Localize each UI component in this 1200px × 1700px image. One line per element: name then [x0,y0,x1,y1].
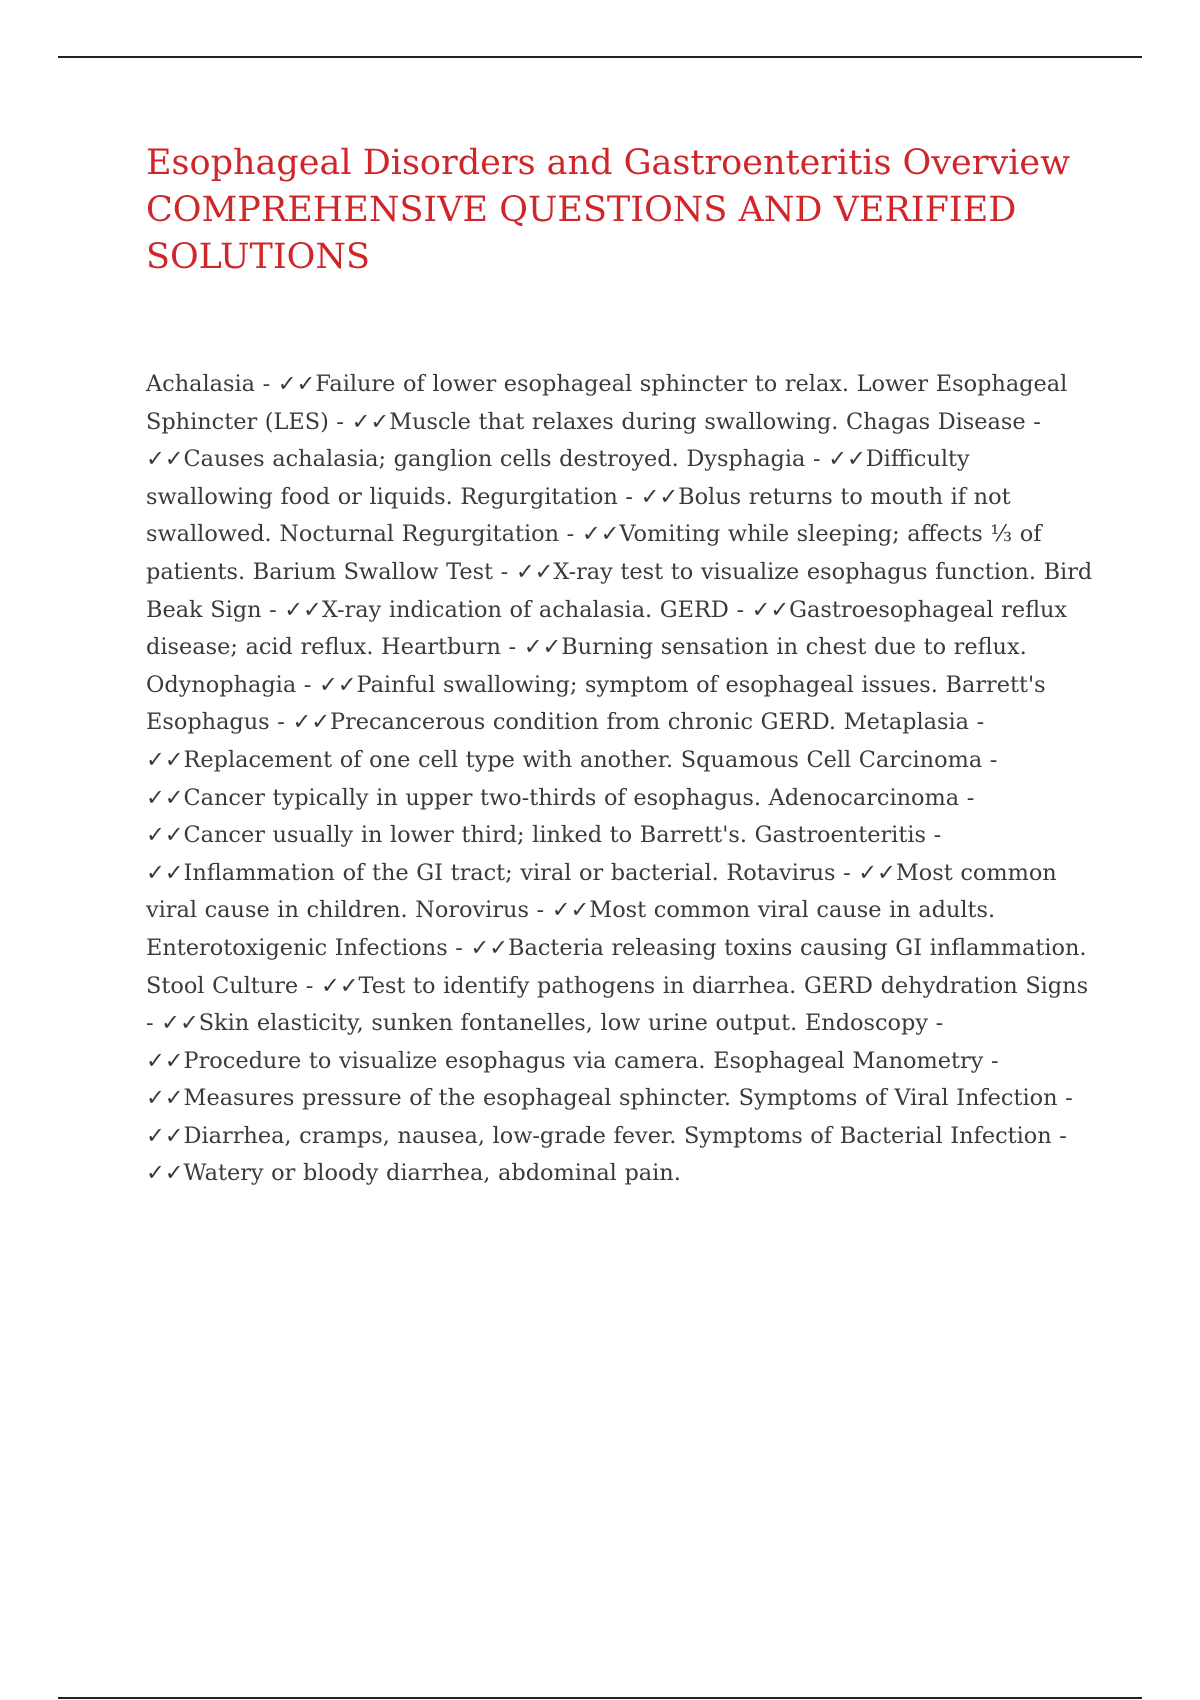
top-rule [58,56,1142,58]
qa-definition: Precancerous condition from chronic GERD. [330,709,837,736]
qa-entry [146,973,796,999]
checkmark-separator: - ✓✓ [328,408,390,435]
checkmark-separator: - ✓✓ [559,521,620,548]
qa-definition: Difficulty swallowing food or liquids. [146,446,970,510]
checkmark-separator: - ✓✓ [146,1122,1067,1187]
qa-term: Dysphagia [686,446,806,473]
qa-term: Symptoms of Bacterial Infection [683,1122,1052,1149]
checkmark-separator: - ✓✓ [835,859,896,886]
title-line-2: COMPREHENSIVE QUESTIONS AND VERIFIED [146,190,1017,230]
checkmark-separator: - ✓✓ [146,709,985,773]
qa-definition: Bolus returns to mouth if not swallowed. [146,483,1011,548]
checkmark-separator: - ✓✓ [805,446,866,473]
qa-definition: Gastroesophageal reflux disease; acid reflux. [146,596,1068,661]
qa-definition: Procedure to visualize esophagus via camera. [183,1047,706,1074]
qa-definition: Burning sensation in chest due to reflux. [561,634,1027,661]
qa-term: Endoscopy [804,1010,929,1037]
checkmark-separator: - ✓✓ [146,1085,1073,1149]
qa-definition: Test to identify pathogens in diarrhea. [358,972,797,999]
qa-term: Gastroenteritis [754,822,926,849]
qa-entry [146,672,938,698]
qa-entry [146,371,849,397]
checkmark-separator: - ✓✓ [296,671,357,698]
qa-term: Symptoms of Viral Infection [738,1085,1058,1112]
qa-entry [415,897,995,923]
qa-definition: Painful swallowing; symptom of esophageal issues. [356,671,938,698]
checkmark-separator: - ✓✓ [298,972,359,999]
qa-term: Norovirus [415,897,529,924]
qa-term: Adenocarcinoma [768,784,960,811]
qa-definition: Most common viral cause in adults. [589,897,996,924]
qa-definition: Cancer usually in lower third; linked to Barrett's. [183,822,747,849]
qa-definition: Inflammation of the GI tract; viral or bacterial. [183,859,719,886]
qa-term: Lower Esophageal Sphincter (LES) [146,371,1068,435]
qa-definition: Muscle that relaxes during swallowing. [389,408,839,435]
qa-definition: Replacement of one cell type with another. [183,746,674,773]
checkmark-separator: - ✓✓ [146,1010,944,1074]
checkmark-separator: - ✓✓ [146,822,942,886]
checkmark-separator: - ✓✓ [255,371,316,397]
qa-term: Chagas Disease [846,408,1026,435]
checkmark-separator: - ✓✓ [617,483,679,510]
checkmark-separator: - ✓✓ [728,596,790,623]
qa-term: Metaplasia [843,709,970,736]
qa-definition: Skin elasticity, sunken fontanelles, low urine output. [198,1010,798,1037]
checkmark-separator: - ✓✓ [269,709,330,736]
checkmark-separator: - ✓✓ [261,596,322,623]
qa-term: Barium Swallow Test [252,558,494,585]
title-line-1: Esophageal Disorders and Gastroenteritis Overview [146,143,1071,183]
qa-definition: Most common viral cause in children. [146,859,1057,924]
document-title [146,140,1106,281]
checkmark-separator: - ✓✓ [447,934,509,961]
qa-definition: Measures pressure of the esophageal sphincter. [183,1085,731,1112]
qa-definition: Watery or bloody diarrhea, abdominal pain. [183,1160,681,1187]
qa-term: GERD [659,596,729,623]
checkmark-separator: - ✓✓ [146,1047,999,1112]
checkmark-separator: - ✓✓ [146,784,975,849]
qa-term: GERD dehydration Signs [803,972,1089,999]
qa-term: Squamous Cell Carcinoma [680,746,983,773]
qa-term: Nocturnal Regurgitation [279,521,560,548]
qa-term: Achalasia [146,371,255,397]
checkmark-separator: - ✓✓ [500,634,562,661]
checkmark-separator: - ✓✓ [146,1010,199,1037]
qa-term: Bird Beak Sign [146,558,1093,623]
qa-term: Odynophagia [146,671,297,698]
checkmark-separator: - ✓✓ [493,558,554,585]
qa-definition: Diarrhea, cramps, nausea, low-grade fever. [183,1122,677,1149]
qa-definition: Failure of lower esophageal sphincter to relax. [315,371,850,397]
qa-term: Stool Culture [146,972,299,999]
checkmark-separator: - ✓✓ [146,746,998,811]
qa-entry [146,935,1087,961]
qa-definition: Vomiting while sleeping; affects ⅓ of patients. [146,521,1042,585]
qa-body-text [146,366,1096,1193]
qa-term: Barrett's Esophagus [146,671,1046,736]
qa-entry [253,559,1036,585]
qa-definition: X-ray indication of achalasia. [321,596,653,623]
qa-definition: Cancer typically in upper two-thirds of esophagus. [183,784,762,811]
title-line-3: SOLUTIONS [146,237,370,277]
checkmark-separator: - ✓✓ [528,897,590,924]
qa-term: Heartburn [381,634,501,661]
qa-definition: Causes achalasia; ganglion cells destroyed. [183,446,679,473]
qa-term: Enterotoxigenic Infections [146,934,448,961]
qa-definition: Bacteria releasing toxins causing GI inflammation. [508,934,1087,961]
qa-term: Rotavirus [726,859,836,886]
qa-definition: X-ray test to visualize esophagus function. [553,558,1036,585]
qa-entry [381,634,1027,660]
checkmark-separator: - ✓✓ [146,408,1041,473]
qa-term: Regurgitation [460,483,618,510]
qa-term: Esophageal Manometry [713,1047,984,1074]
bottom-rule [58,1697,1142,1699]
